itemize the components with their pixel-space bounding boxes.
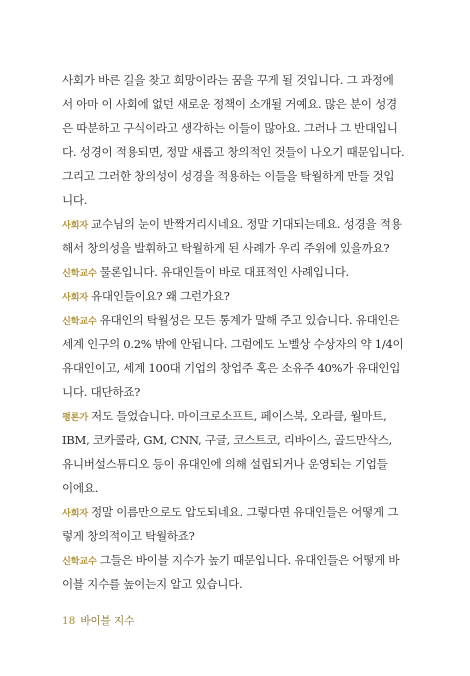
dialogue-text: 물론입니다. 유대인들이 바로 대표적인 사례입니다. bbox=[99, 265, 349, 279]
dialogue-text: 교수님의 눈이 반짝거리시네요. 정말 기대되는데요. 성경을 적용 bbox=[91, 217, 402, 231]
dialogue-line bbox=[62, 284, 402, 308]
dialogue-line bbox=[62, 548, 402, 572]
dialogue-line: 해서 창의성을 발휘하고 탁월하게 된 사례가 우리 주위에 있을까요? bbox=[62, 241, 390, 255]
dialogue-line bbox=[62, 500, 402, 524]
text-line: 그리고 그러한 창의성이 성경을 적용하는 이들을 탁월하게 만들 것입 bbox=[62, 169, 395, 183]
dialogue bbox=[62, 212, 402, 596]
dialogue-line bbox=[62, 308, 402, 332]
dialogue-text: 저도 들었습니다. 마이크로소프트, 페이스북, 오라클, 월마트, bbox=[91, 409, 387, 423]
speaker-label: 신학교수 bbox=[62, 556, 97, 567]
dialogue-text: 유대인의 탁월성은 모든 통계가 말해 주고 있습니다. 유대인은 bbox=[99, 313, 400, 327]
dialogue-line: 이블 지수를 높이는지 알고 있습니다. bbox=[62, 577, 243, 591]
page-number: 18 bbox=[62, 615, 76, 627]
text-line: 서 아마 이 사회에 없던 새로운 정책이 소개될 거예요. 많은 분이 성경 bbox=[62, 97, 397, 111]
speaker-label: 사회자 bbox=[62, 220, 89, 231]
text-line: 니다. bbox=[62, 193, 88, 207]
dialogue-line bbox=[62, 260, 402, 284]
intro-paragraph bbox=[62, 68, 405, 212]
dialogue-line: IBM, 코카콜라, GM, CNN, 구글, 코스트코, 리바이스, 골드만삭스, bbox=[62, 433, 392, 447]
speaker-label: 사회자 bbox=[62, 508, 89, 519]
running-title: 바이블 지수 bbox=[80, 615, 135, 627]
dialogue-text: 정말 이름만으로도 압도되네요. 그렇다면 유대인들은 어떻게 그 bbox=[91, 505, 399, 519]
text-line: 사회가 바른 길을 찾고 희망이라는 꿈을 꾸게 될 것입니다. 그 과정에 bbox=[62, 73, 394, 87]
dialogue-line bbox=[62, 404, 402, 428]
speaker-label: 사회자 bbox=[62, 292, 89, 303]
dialogue-line: 렇게 창의적이고 탁월하죠? bbox=[62, 529, 195, 543]
dialogue-line: 니다. 대단하죠? bbox=[62, 385, 141, 399]
page-footer bbox=[62, 613, 134, 628]
dialogue-line: 이에요. bbox=[62, 481, 99, 495]
speaker-label: 평론가 bbox=[62, 412, 89, 423]
dialogue-line: 세계 인구의 0.2% 밖에 안됩니다. 그럼에도 노벨상 수상자의 약 1/4이 bbox=[62, 337, 404, 351]
dialogue-line: 유니버설스튜디오 등이 유대인에 의해 설립되거나 운영되는 기업들 bbox=[62, 457, 388, 471]
dialogue-text: 그들은 바이블 지수가 높기 때문입니다. 유대인들은 어떻게 바 bbox=[99, 553, 400, 567]
dialogue-line bbox=[62, 212, 402, 236]
speaker-label: 신학교수 bbox=[62, 268, 97, 279]
text-line: 다. 성경이 적용되면, 정말 새롭고 창의적인 것들이 나오기 때문입니다. bbox=[62, 145, 405, 159]
speaker-label: 신학교수 bbox=[62, 316, 97, 327]
text-line: 은 따분하고 구식이라고 생각하는 이들이 많아요. 그러나 그 반대입니 bbox=[62, 121, 398, 135]
dialogue-text: 유대인들이요? 왜 그런가요? bbox=[91, 289, 230, 303]
dialogue-line: 유대인이고, 세계 100대 기업의 창업주 혹은 소유주 40%가 유대인입 bbox=[62, 361, 401, 375]
